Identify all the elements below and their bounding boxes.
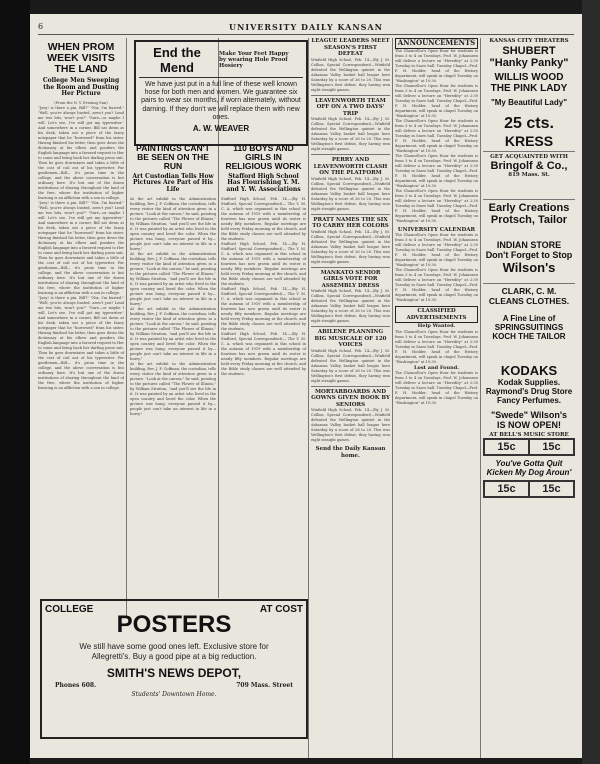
price-cell: 15c bbox=[484, 481, 529, 497]
article-body: At the art exhibit in the Administration building, Rev. J. F. Coffman, the custodian, tells every visitor the kind of attention given in a picture. "Look at the canvas," he said, pointing to the pictures called "The Flower of Illinois," by William Stratton, "and you'll see the life in it. It was painted by an artist who lived in the open country and loved the color. When the picture was hung, everyone passed it by—people just can't take an interest in life in a hurry." bbox=[130, 196, 216, 251]
posters-at-cost: AT COST bbox=[259, 604, 303, 615]
kress-logo: KRESS bbox=[504, 132, 554, 149]
column-5 bbox=[395, 38, 478, 748]
koch-tailor: A Fine Line of SPRINGSUITINGS KOCH THE TAILOR bbox=[492, 313, 566, 341]
kodaks: KODAKS bbox=[500, 362, 558, 378]
announcements-body: The Chancellor's Open Hour for students is from 3 to 4 on Tuesdays. Prof. W. Johannsen will deliver a lecture on "Heredity" at 2:30 Tuesday in Snow hall. Tuesday Chapel—Prof. F. H. Hodder, head of the History department, will speak in chapel Tuesday on "Washington" at 10:30. bbox=[395, 188, 478, 223]
article-body: Winfield High School, Feb. 14—(By J. M. Collins, Special Correspondent)—Winfield defeated the Wellington quintet in the Arkansas Valley basket ball league here Saturday by a score of 26 to 20. This was Wellington's first defeat, they having won eight straight games. bbox=[311, 289, 390, 323]
masthead: UNIVERSITY DAILY KANSAN bbox=[229, 22, 383, 32]
subhead-religious: Stafford High School Has Flourishing Y. M. and Y. W. Associations bbox=[226, 172, 301, 193]
article-body-cont: At the art exhibit in the Administration building, Rev. J. F. Coffman, the custodian, tells every visitor the kind of attention given in a picture. "Look at the canvas," he said, pointing to the pictures called "The Flower of Illinois," by William Stratton, "and you'll see the life in it. It was painted by an artist who lived in the open country and loved the color. When the picture was hung, everyone passed it by—people just can't take an interest in life in a hurry." bbox=[130, 306, 216, 361]
help-wanted-label: Help Wanted. bbox=[417, 323, 456, 329]
posters-headline: POSTERS bbox=[116, 611, 232, 638]
indian-store: INDIAN STORE bbox=[496, 239, 562, 250]
ad-subtitle-2: by wearing Hole Proof Hosiery bbox=[219, 57, 288, 69]
lost-found-label: Lost and Found. bbox=[414, 364, 459, 371]
song-title: You've Gotta Quit Kicken My Dog Aroun' bbox=[486, 459, 572, 477]
classified-body: The Chancellor's Open Hour for students is from 3 to 4 on Tuesdays. Prof. W. Johannsen will deliver a lecture on "Heredity" at 2:30 Tuesday in Snow hall. Tuesday Chapel—Prof. F. H. Hodder, head of the History department, will speak in chapel Tuesday on "Washington" at 10:30. bbox=[395, 329, 478, 364]
beautiful-lady: "My Beautiful Lady" bbox=[490, 97, 568, 107]
headline-mankato: MANKATO SENIOR GIRLS VOTE FOR ASSEMBLY DRESS bbox=[320, 269, 381, 289]
ad-merchant: A. W. WEAVER bbox=[192, 124, 250, 134]
shubert-show: "Hanky Panky" bbox=[489, 56, 569, 69]
article-body-cont: "Joey! is there a pin, Bill?" "Nix, I'm busted." "Well, you're always busted, aren't you? Lend me two bits, won't you?" "Sure—or maybe I will. Let's see, I've still got my typewriter." And somewhere in a corner, Bill sat down at his desk, taken out a piece of the fancy notepaper that he "borrowed" from his sister. Having finished his letter, then goes down the dictionary at his elbow and ponders the English language into a favored request to Her to come and bring back her darling prom suit. Then he goes downstairs and takes a little of the cost of coil out of his typewriter. For gentlemen—Bill— it's prom time in the college, and the above conversation is but ordinary here. It's but one of the dozen institutions of sharing throughout the land of the free, where the institution of higher learning is an affliction with a son in college. bbox=[38, 200, 124, 295]
fancy-perfumes: Fancy Perfumes. bbox=[496, 395, 562, 405]
price-grid-bottom bbox=[483, 480, 575, 498]
page-number: 6 bbox=[38, 22, 45, 31]
subhead-paintings: Art Custodian Tells How Pictures Are Part of His Life bbox=[132, 172, 214, 193]
posters-label: COLLEGE bbox=[45, 604, 94, 615]
posters-address: 709 Mass. Street bbox=[236, 682, 293, 689]
article-body: Winfield High School, Feb. 14—(By J. M. Collins, Special Correspondent)—Winfield defeated the Wellington quintet in the Arkansas Valley basket ball league here Saturday by a score of 26 to 20. This was Wellington's first defeat, they having won eight straight games. bbox=[311, 57, 390, 92]
classified-body: The Chancellor's Open Hour for students is from 3 to 4 on Tuesdays. Prof. W. Johannsen will deliver a lecture on "Heredity" at 2:30 Tuesday in Snow hall. Tuesday Chapel—Prof. F. H. Hodder, head of the History department, will speak in chapel Tuesday on "Washington" at 10:30. bbox=[395, 371, 478, 405]
headline-mortarboards: MORTARBOARDS AND GOWNS GIVEN BOOK BY SENIORS bbox=[311, 388, 390, 408]
posters-tagline: Students' Downtown Home. bbox=[131, 691, 217, 698]
now-open: IS NOW OPEN! bbox=[496, 419, 561, 430]
byline: (From the N. Y. Evening Sun) bbox=[54, 100, 108, 105]
ad-title: End the Mend bbox=[153, 45, 201, 75]
article-body: "Joey! is there a pin, Bill?" "Nix, I'm busted." "Well, you're always busted, aren't you? Lend me two bits, won't you?" "Sure—or maybe I will. Let's see, I've still got my typewriter." And somewhere in a corner, Bill sat down at his desk, taken out a piece of the fancy notepaper that he "borrowed" from his sister. Having finished his letter, then goes down the dictionary at his elbow and ponders the English language into a favored request to Her to come and bring back her darling prom suit. Then he goes downstairs and takes a little of the cost of coil out of his typewriter. For gentlemen—Bill— it's prom time in the college, and the above conversation is but ordinary here. It's but one of the dozen institutions of sharing throughout the land of the free, where the institution of higher learning is an affliction with a son in college. bbox=[38, 105, 124, 200]
clark-cleans: CLARK, C. M. CLEANS CLOTHES. bbox=[488, 285, 570, 306]
calendar-body: The Chancellor's Open Hour for students is from 3 to 4 on Tuesdays. Prof. W. Johannsen will deliver a lecture on "Heredity" at 2:30 Tuesday in Snow hall. Tuesday Chapel—Prof. F. H. Hodder, head of the History department, will speak in chapel Tuesday on "Washington" at 10:30. bbox=[395, 233, 478, 267]
headline-leavenworth: LEAVENWORTH TEAM OFF ON A TWO DAYS' TRIP bbox=[315, 97, 386, 117]
right-binding-strip bbox=[582, 0, 600, 764]
column-6-ads bbox=[483, 38, 575, 754]
article-body: Winfield High School, Feb. 14—(By J. M. Collins, Special Correspondent)—Winfield defeated the Wellington quintet in the Arkansas Valley basket ball league here Saturday by a score of 26 to 20. This was Wellington's first defeat, they having won eight straight games. bbox=[311, 176, 390, 211]
dont-forget: Don't Forget to Stop bbox=[485, 249, 573, 260]
article-body-cont: At the art exhibit in the Administration building, Rev. J. F. Coffman, the custodian, tells every visitor the kind of attention given in a picture. "Look at the canvas," he said, pointing to the pictures called "The Flower of Illinois," by William Stratton, "and you'll see the life in it. It was painted by an artist who lived in the open country and loved the color. When the picture was hung, everyone passed it by—people just can't take an interest in life in a hurry." bbox=[130, 361, 216, 416]
column-rule bbox=[126, 38, 127, 618]
article-body: Winfield High School, Feb. 14—(By J. M. Collins, Special Correspondent)—Winfield defeated the Wellington quintet in the Arkansas Valley basket ball league here Saturday by a score of 26 to 20. This was Wellington's first defeat, they having won eight straight games. bbox=[311, 408, 390, 442]
swede-wilsons: "Swede" Wilson's bbox=[490, 409, 568, 420]
price-25-cts: 25 cts. bbox=[504, 114, 554, 132]
headline-pratt: PRATT NAMES THE SIX TO CARRY HER COLORS bbox=[312, 216, 389, 229]
protsch-tailor: Protsch, Tailor bbox=[490, 213, 568, 226]
headline-classified: CLASSIFIED ADVERTISEMENTS bbox=[406, 308, 467, 321]
page-header bbox=[38, 20, 574, 35]
posters-store: SMITH'S NEWS DEPOT, bbox=[106, 666, 242, 680]
article-body: Winfield High School, Feb. 14—(By J. M. Collins, Special Correspondent)—Winfield defeated the Wellington quintet in the Arkansas Valley basket ball league here Saturday by a score of 26 to 20. This was Wellington's first defeat, they having won eight straight games. bbox=[311, 117, 390, 151]
column-rule bbox=[308, 38, 309, 758]
left-binding-strip bbox=[0, 0, 30, 764]
headline-calendar: UNIVERSITY CALENDAR bbox=[397, 226, 476, 233]
announcements-body: The Chancellor's Open Hour for students is from 3 to 4 on Tuesdays. Prof. W. Johannsen will deliver a lecture on "Heredity" at 2:30 Tuesday in Snow hall. Tuesday Chapel—Prof. F. H. Hodder, head of the History department, will speak in chapel Tuesday on "Washington" at 10:30. bbox=[395, 48, 478, 83]
announcements-body: The Chancellor's Open Hour for students is from 3 to 4 on Tuesdays. Prof. W. Johannsen will deliver a lecture on "Heredity" at 2:30 Tuesday in Snow hall. Tuesday Chapel—Prof. F. H. Hodder, head of the History department, will speak in chapel Tuesday on "Washington" at 10:30. bbox=[395, 83, 478, 118]
ad-body: We have just put in a full line of these well known hose for both men and women. We guarantee six pairs to wear six months, if worn alternately, without darning. If they don't we will replace them with new ones. bbox=[141, 81, 301, 121]
column-1 bbox=[38, 38, 124, 598]
headline-abilene: ABILENE PLANNING BIG MUSICALE OF 120 VOICES bbox=[314, 329, 387, 348]
article-body-cont: Stafford High School, Feb. 14.—(By H. Stafford, Special Correspondent)— The Y. M. C. A. which was organized in this school in the autumn of 1919 with a membership of fourteen has now grown until its roster is nearly fifty members. Regular meetings are held every Friday morning at the church, and the Bible study classes are well attended by the students. bbox=[221, 241, 306, 286]
subhead-prom-week: College Men Sweeping the Room and Dusting Her Picture bbox=[42, 77, 120, 98]
price-grid bbox=[483, 438, 575, 456]
column-2 bbox=[130, 144, 216, 584]
early-creations: Early Creations bbox=[488, 201, 570, 214]
headline-announcements: ANNOUNCEMENTS bbox=[397, 38, 476, 47]
shubert-name: SHUBERT bbox=[502, 44, 556, 57]
article-body: Stafford High School, Feb. 14.—(By H. Stafford, Special Correspondent)— The Y. M. C. A. which was organized in this school in the autumn of 1919 with a membership of fourteen has now grown until its roster is nearly fifty members. Regular meetings are held every Friday morning at the church, and the Bible study classes are well attended by the students. bbox=[221, 196, 306, 241]
ad-subtitle-1: Make Your Feet Happy bbox=[219, 51, 289, 57]
announcements-body: The Chancellor's Open Hour for students is from 3 to 4 on Tuesdays. Prof. W. Johannsen will deliver a lecture on "Heredity" at 2:30 Tuesday in Snow hall. Tuesday Chapel—Prof. F. H. Hodder, head of the History department, will speak in chapel Tuesday on "Washington" at 10:30. bbox=[395, 153, 478, 188]
footer-send-home: Send the Daily Kansan home. bbox=[315, 446, 386, 459]
bringolf-address: 819 Mass. St. bbox=[508, 172, 550, 178]
headline-prom-week: WHEN PROM WEEK VISITS THE LAND bbox=[47, 41, 115, 76]
headline-perry: PERRY AND LEAVENWORTH CLASH ON THE PLATFORM bbox=[313, 157, 388, 176]
article-body-cont: At the art exhibit in the Administration building, Rev. J. F. Coffman, the custodian, tells every visitor the kind of attention given in a picture. "Look at the canvas," he said, pointing to the pictures called "The Flower of Illinois," by William Stratton, "and you'll see the life in it. It was painted by an artist who lived in the open country and loved the color. When the picture was hung, everyone passed it by—people just can't take an interest in life in a hurry." bbox=[130, 251, 216, 306]
get-acquainted: GET ACQUAINTED WITH bbox=[490, 153, 568, 160]
column-rule bbox=[480, 38, 481, 758]
posters-body: We still have some good ones left. Exclusive store for Allegretti's. Buy a good pipe at a big reduction. bbox=[79, 642, 269, 661]
column-4 bbox=[311, 38, 390, 748]
price-cell: 15c bbox=[529, 439, 574, 455]
price-cell: 15c bbox=[529, 481, 574, 497]
article-body-cont: Stafford High School, Feb. 14.—(By H. Stafford, Special Correspondent)— The Y. M. C. A. which was organized in this school in the autumn of 1919 with a membership of fourteen has now grown until its roster is nearly fifty members. Regular meetings are held every Friday morning at the church, and the Bible study classes are well attended by the students. bbox=[221, 331, 306, 376]
willis-wood: WILLIS WOOD bbox=[494, 71, 564, 83]
column-rule bbox=[392, 38, 393, 758]
calendar-body: The Chancellor's Open Hour for students is from 3 to 4 on Tuesdays. Prof. W. Johannsen will deliver a lecture on "Heredity" at 2:30 Tuesday in Snow hall. Tuesday Chapel—Prof. F. H. Hodder, head of the History department, will speak in chapel Tuesday on "Washington" at 10:30. bbox=[395, 268, 478, 302]
pink-lady: THE PINK LADY bbox=[490, 82, 568, 94]
price-cell: 15c bbox=[484, 439, 529, 455]
wilsons-drug: Wilson's bbox=[502, 259, 556, 275]
announcements-body: The Chancellor's Open Hour for students is from 3 to 4 on Tuesdays. Prof. W. Johannsen will deliver a lecture on "Heredity" at 2:30 Tuesday in Snow hall. Tuesday Chapel—Prof. F. H. Hodder, head of the History department, will speak in chapel Tuesday on "Washington" at 10:30. bbox=[395, 118, 478, 153]
kodak-supplies: Kodak Supplies. bbox=[497, 377, 561, 387]
bells-music-store: AT BELL'S MUSIC STORE bbox=[489, 431, 569, 438]
ad-end-the-mend bbox=[134, 40, 308, 146]
ad-college-posters bbox=[40, 599, 308, 739]
article-body: Winfield High School, Feb. 14—(By J. M. Collins, Special Correspondent)—Winfield defeated the Wellington quintet in the Arkansas Valley basket ball league here Saturday by a score of 26 to 20. This was Wellington's first defeat, they having won eight straight games. bbox=[311, 229, 390, 264]
article-body-cont: Stafford High School, Feb. 14.—(By H. Stafford, Special Correspondent)— The Y. M. C. A. which was organized in this school in the autumn of 1919 with a membership of fourteen has now grown until its roster is nearly fifty members. Regular meetings are held every Friday morning at the church, and the Bible study classes are well attended by the students. bbox=[221, 286, 306, 331]
headline-paintings: PAINTINGS CAN'T BE SEEN ON THE RUN bbox=[136, 144, 210, 171]
article-body-cont: "Joey! is there a pin, Bill?" "Nix, I'm busted." "Well, you're always busted, aren't you? Lend me two bits, won't you?" "Sure—or maybe I will. Let's see, I've still got my typewriter." And somewhere in a corner, Bill sat down at his desk, taken out a piece of the fancy notepaper that he "borrowed" from his sister. Having finished his letter, then goes down the dictionary at his elbow and ponders the English language into a favored request to Her to come and bring back her darling prom suit. Then he goes downstairs and takes a little of the cost of coil out of his typewriter. For gentlemen—Bill— it's prom time in the college, and the above conversation is but ordinary here. It's but one of the dozen institutions of sharing throughout the land of the free, where the institution of higher learning is an affliction with a son in college. bbox=[38, 295, 124, 390]
posters-phone: Phones 608. bbox=[55, 682, 97, 689]
column-3 bbox=[221, 144, 306, 584]
raymonds-drug: Raymond's Drug Store bbox=[485, 386, 573, 396]
theaters-title: KANSAS CITY THEATERS bbox=[489, 38, 569, 44]
headline-boys-girls: 110 BOYS AND GIRLS IN RELIGIOUS WORK bbox=[225, 144, 302, 171]
newspaper-page bbox=[30, 14, 582, 758]
headline-league-leaders: LEAGUE LEADERS MEET SEASON'S FIRST DEFEAT bbox=[311, 38, 390, 57]
article-body: Winfield High School, Feb. 14—(By J. M. Collins, Special Correspondent)—Winfield defeated the Wellington quintet in the Arkansas Valley basket ball league here Saturday by a score of 26 to 20. This was Wellington's first defeat, they having won eight straight games. bbox=[311, 348, 390, 383]
bringolf-name: Bringolf & Co., bbox=[490, 160, 568, 172]
